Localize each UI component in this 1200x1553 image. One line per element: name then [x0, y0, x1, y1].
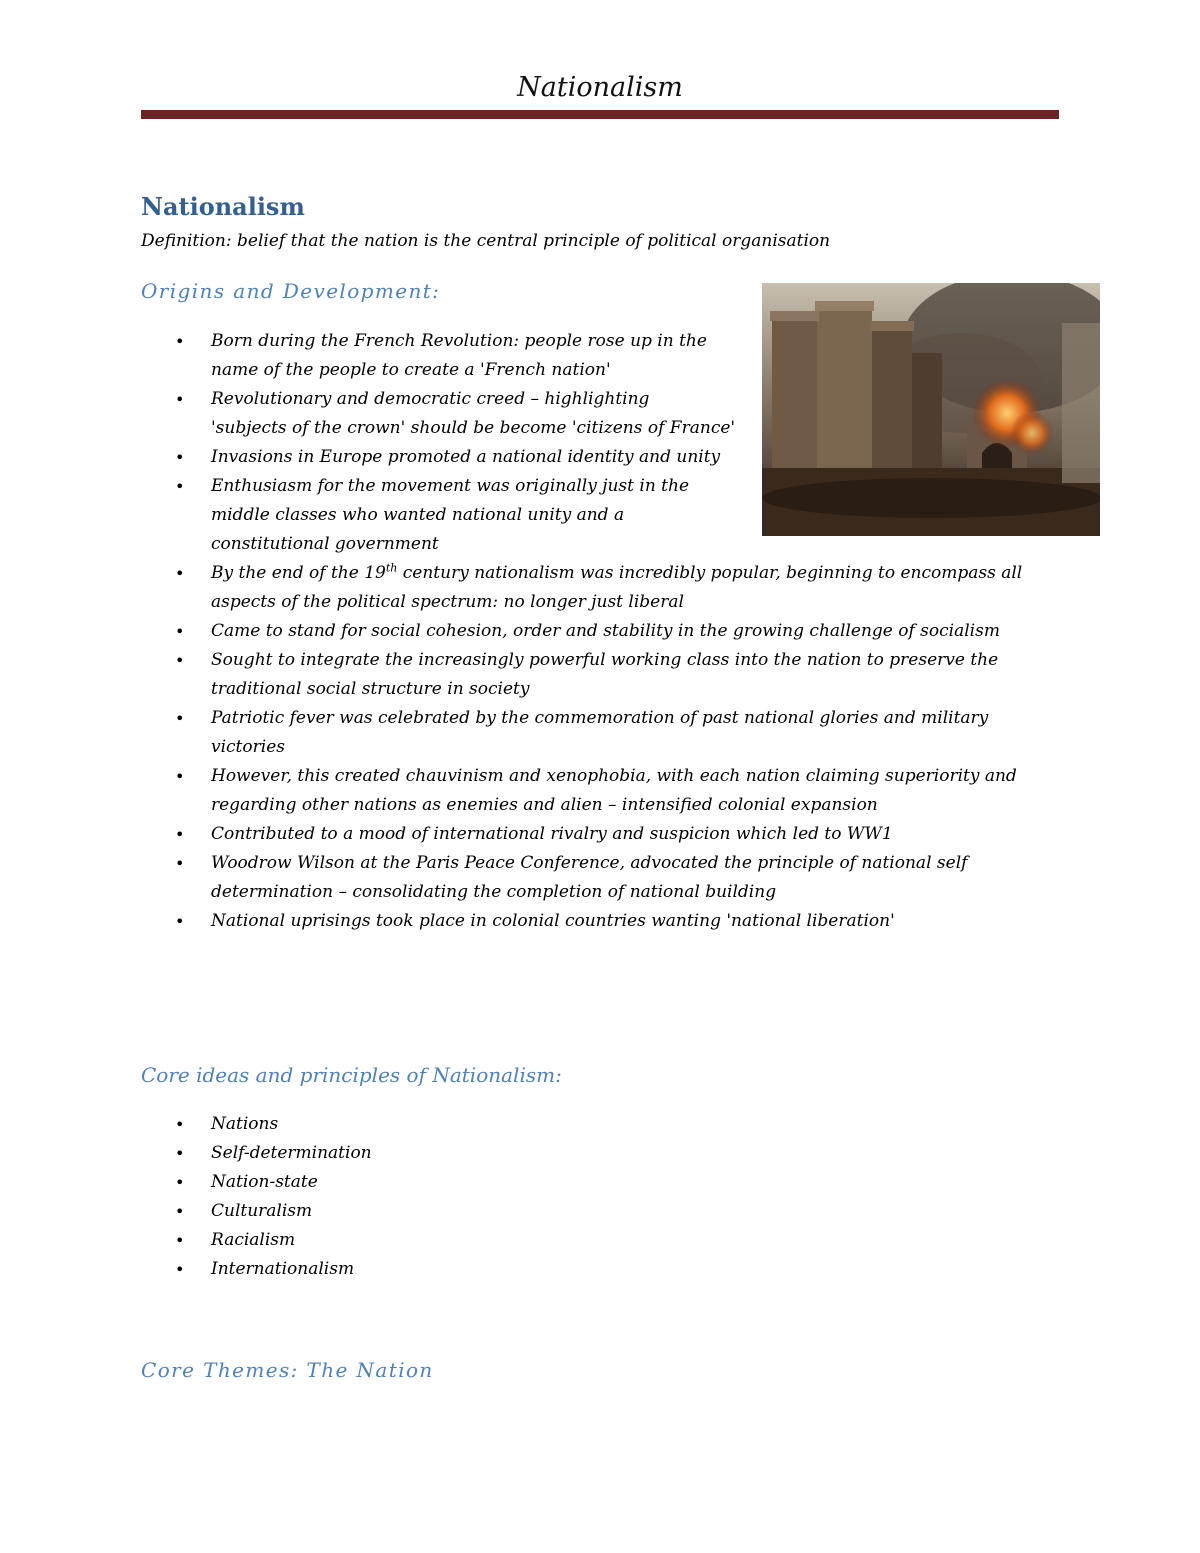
bullet-dot: •	[175, 709, 185, 728]
list-item: • Born during the French Revolution: people rose up in the name of the people to create a 'French nation'	[141, 327, 1081, 385]
bullet-dot: •	[175, 448, 185, 467]
bullet-dot: •	[175, 767, 185, 786]
bullet-dot: •	[175, 1260, 185, 1279]
list-item: • Internationalism	[141, 1255, 741, 1284]
bullet-dot: •	[175, 912, 185, 931]
core-ideas-list	[141, 1110, 741, 1284]
list-item: • By the end of the 19th century nationalism was incredibly popular, beginning to encompass all aspects of the political spectrum: no longer just liberal	[141, 559, 1081, 617]
bullet-dot: •	[175, 477, 185, 496]
origins-heading: Origins and Development:	[141, 279, 441, 303]
bullet-dot: •	[175, 854, 185, 873]
list-item: • Self-determination	[141, 1139, 741, 1168]
definition-text: Definition: belief that the nation is the central principle of political organisation	[141, 231, 831, 251]
bullet-dot: •	[175, 332, 185, 351]
list-item: • National uprisings took place in colonial countries wanting 'national liberation'	[141, 907, 1081, 936]
running-header-title: Nationalism	[517, 72, 683, 103]
list-item: • However, this created chauvinism and xenophobia, with each nation claiming superiority and regarding other nations as enemies and alien – intensified colonial expansion	[141, 762, 1081, 820]
bullet-dot: •	[175, 1231, 185, 1250]
list-item: • Revolutionary and democratic creed – highlighting 'subjects of the crown' should be become 'citizens of France'	[141, 385, 1081, 443]
bullet-dot: •	[175, 1202, 185, 1221]
bullet-dot: •	[175, 825, 185, 844]
list-item: • Nations	[141, 1110, 741, 1139]
list-item: • Contributed to a mood of international rivalry and suspicion which led to WW1	[141, 820, 1081, 849]
list-item: • Patriotic fever was celebrated by the commemoration of past national glories and military victories	[141, 704, 1081, 762]
list-item: • Nation-state	[141, 1168, 741, 1197]
list-item: • Came to stand for social cohesion, order and stability in the growing challenge of socialism	[141, 617, 1081, 646]
header-rule	[141, 110, 1059, 119]
bullet-dot: •	[175, 622, 185, 641]
bullet-dot: •	[175, 651, 185, 670]
list-item: • Culturalism	[141, 1197, 741, 1226]
bullet-dot: •	[175, 1115, 185, 1134]
list-item: • Woodrow Wilson at the Paris Peace Conference, advocated the principle of national self determination – consolidating the completion of national building	[141, 849, 1081, 907]
core-themes-heading: Core Themes: The Nation	[141, 1358, 434, 1382]
bullet-dot: •	[175, 1173, 185, 1192]
origins-bullet-list	[141, 327, 1081, 936]
list-item: • Sought to integrate the increasingly powerful working class into the nation to preserve the traditional social structure in society	[141, 646, 1081, 704]
section-title: Nationalism	[141, 192, 305, 221]
list-item: • Racialism	[141, 1226, 741, 1255]
list-item: • Invasions in Europe promoted a national identity and unity	[141, 443, 1081, 472]
bullet-dot: •	[175, 564, 185, 583]
list-item: • Enthusiasm for the movement was originally just in the middle classes who wanted national unity and a constitutional government	[141, 472, 1081, 559]
bullet-dot: •	[175, 390, 185, 409]
core-ideas-heading: Core ideas and principles of Nationalism:	[141, 1063, 562, 1087]
bullet-dot: •	[175, 1144, 185, 1163]
